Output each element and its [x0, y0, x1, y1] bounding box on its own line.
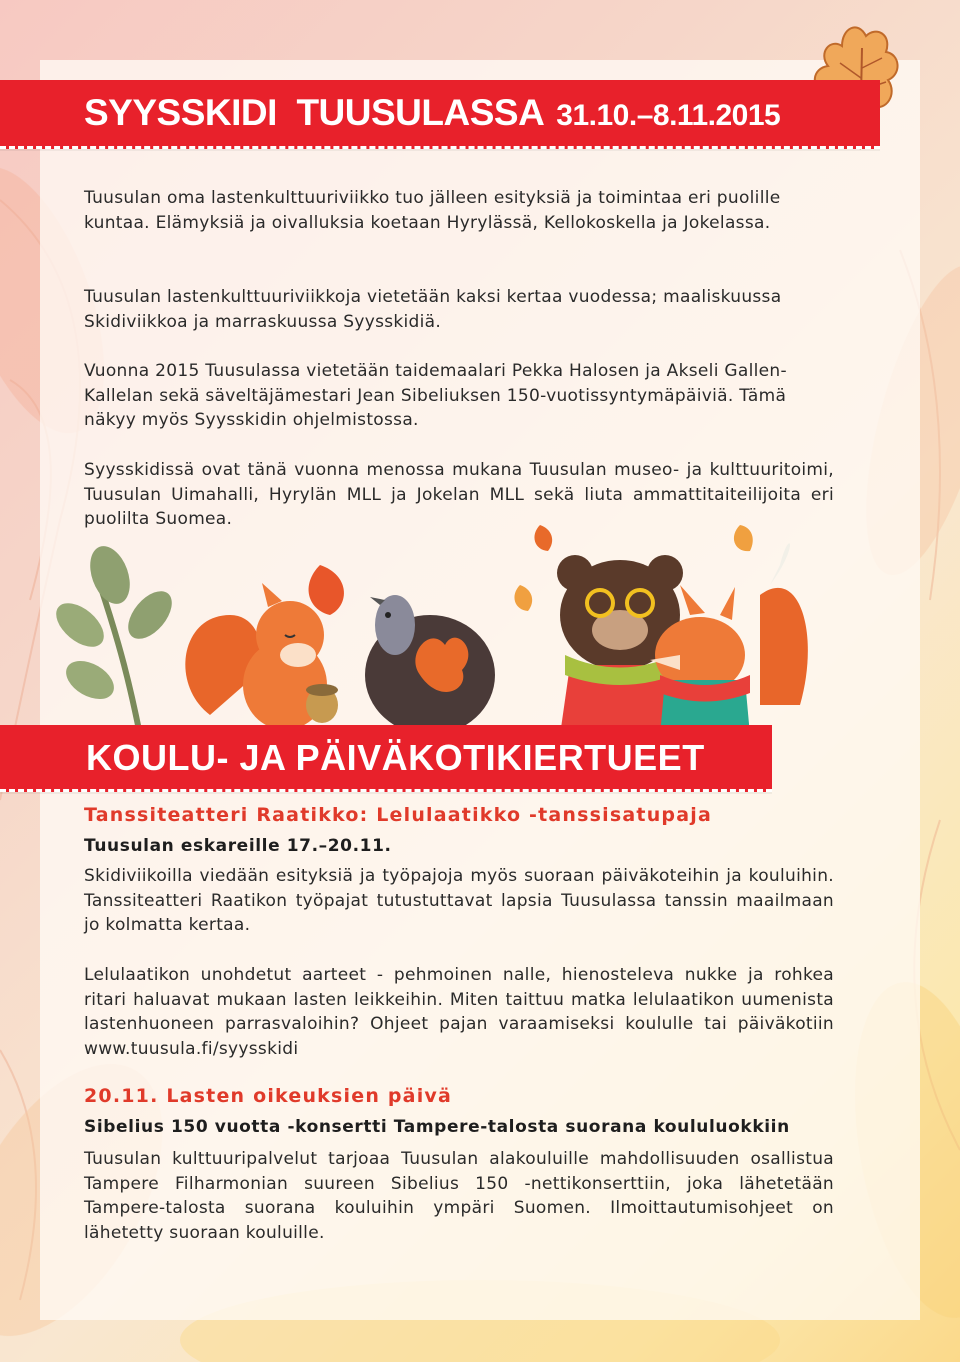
title-banner: [0, 80, 880, 149]
intro-paragraph-2: Tuusulan lastenkulttuuriviikkoja vietetään kaksi kertaa vuodessa; maaliskuussa Skidiviikkoa ja marraskuussa Syysskidiä.: [84, 287, 782, 332]
event1-paragraph-2: Lelulaatikon unohdetut aarteet - pehmoinen nalle, hienosteleva nukke ja rohkea ritari haluavat mukaan lasten leikkeihin. Miten taittuu matka lelulaatikon uumenista lastenhuoneen parrasvaloihin? Ohjeet pajan varaamiseksi koululle tai päiväkotiin www.tuusula.fi/syysskidi: [84, 965, 834, 1059]
event1-title: Tanssiteatteri Raatikko: Lelulaatikko -tanssisatupaja: [84, 804, 712, 826]
event1-paragraph-1: Skidiviikoilla viedään esityksiä ja työpajoja myös suoraan päiväkoteihin ja kouluihin. Tanssiteatteri Raatikon työpajat tutustuttavat lapsia Tuusulassa tanssin maailmaan jo kolmatta kertaa.: [84, 866, 834, 935]
section-banner: [0, 725, 772, 792]
event2-title: 20.11. Lasten oikeuksien päivä: [84, 1085, 453, 1107]
event2-subtitle: Sibelius 150 vuotta -konsertti Tampere-talosta suorana koululuokkiin: [84, 1117, 790, 1137]
section-title: KOULU- JA PÄIVÄKOTIKIERTUEET: [86, 737, 705, 778]
hedgehog-illustration: [365, 595, 495, 735]
page-title: SYYSSKIDI TUUSULASSA: [84, 92, 545, 133]
event2-paragraph-1: Tuusulan kulttuuripalvelut tarjoaa Tuusulan alakouluille mahdollisuuden osallistua Tampere Filharmonian suureen Sibelius 150 -nettikonserttiin, joka lähetetään Tampere-talosta suorana kouluihin ympäri Suomen. Ilmoittautumisohjeet on lähetetty suoraan kouluille.: [84, 1149, 834, 1243]
event1-subtitle: Tuusulan eskareille 17.–20.11.: [84, 836, 392, 856]
intro-paragraph-3: Vuonna 2015 Tuusulassa vietetään taidemaalari Pekka Halosen ja Akseli Gallen-Kallelan sekä säveltäjämestari Jean Sibeliuksen 150-vuotissyntymäpäiviä. Tämä näkyy myös Syysskidin ohjelmistossa.: [84, 361, 787, 430]
event-dates: 31.10.–8.11.2015: [556, 99, 781, 132]
branch-icon: [48, 541, 180, 735]
animals-illustration: [0, 505, 960, 735]
intro-paragraph-4: Syysskidissä ovat tänä vuonna menossa mukana Tuusulan museo- ja kulttuuritoimi, Tuusulan Uimahalli, Hyrylän MLL ja Jokelan MLL sekä liuta ammattitaiteilijoita eri puolilta Suomea.: [84, 460, 834, 529]
intro-paragraph-1: Tuusulan oma lastenkulttuuriviikko tuo jälleen esityksiä ja toimintaa eri puolille kuntaa. Elämyksiä ja oivalluksia koetaan Hyrylässä, Kellokoskella ja Jokelassa.: [84, 188, 781, 233]
